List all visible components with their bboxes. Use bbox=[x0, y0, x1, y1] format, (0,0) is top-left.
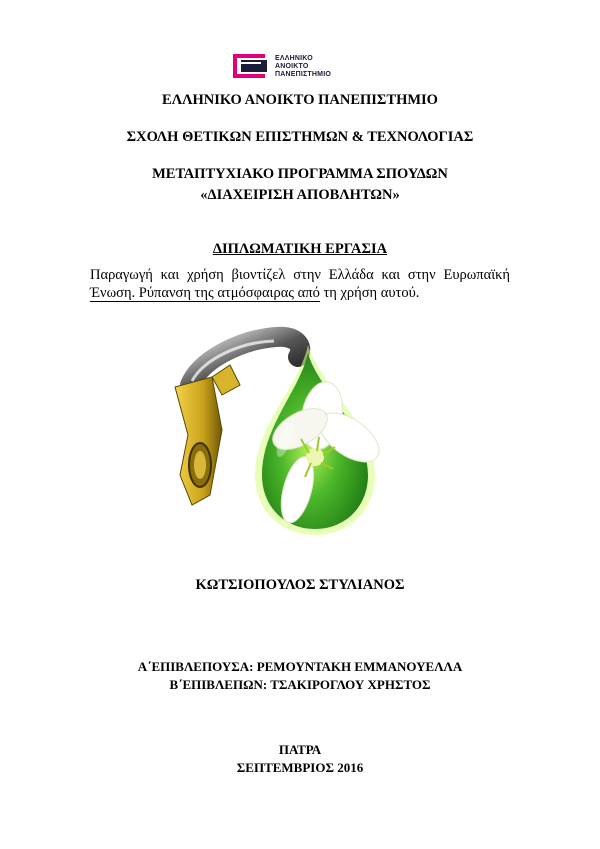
school-title: ΣΧΟΛΗ ΘΕΤΙΚΩΝ ΕΠΙΣΤΗΜΩΝ & ΤΕΧΝΟΛΟΓΙΑΣ bbox=[126, 129, 474, 145]
biodiesel-fuel-nozzle-drop-flower-icon bbox=[170, 325, 410, 540]
program-title: ΜΕΤΑΠΤΥΧΙΑΚΟ ΠΡΟΓΡΑΜΜΑ ΣΠΟΥΔΩΝ bbox=[152, 166, 448, 182]
document-type-heading: ΔΙΠΛΩΜΑΤΙΚΗ ΕΡΓΑΣΙΑ bbox=[212, 241, 388, 257]
second-supervisor: Β΄ΕΠΙΒΛΕΠΩΝ: ΤΣΑΚΙΡΟΓΛΟΥ ΧΡΗΣΤΟΣ bbox=[169, 677, 431, 692]
author-name: ΚΩΤΣΙΟΠΟΥΛΟΣ ΣΤΥΛΙΑΝΟΣ bbox=[195, 577, 405, 593]
subject-part-3: τη χρήση αυτού. bbox=[323, 285, 420, 301]
thesis-subject bbox=[90, 266, 510, 302]
date: ΣΕΠΤΕΜΒΡΙΟΣ 2016 bbox=[236, 760, 364, 775]
cover-illustration bbox=[170, 325, 410, 540]
university-title: ΕΛΛΗΝΙΚΟ ΑΝΟΙΚΤΟ ΠΑΝΕΠΙΣΤΗΜΙΟ bbox=[162, 92, 438, 108]
first-supervisor: Α΄ΕΠΙΒΛΕΠΟΥΣΑ: ΡΕΜΟΥΝΤΑΚΗ ΕΜΜΑΝΟΥΕΛΛΑ bbox=[137, 659, 463, 674]
city: ΠΑΤΡΑ bbox=[278, 742, 322, 757]
subject-part-1: Παραγωγή και χρήση βιοντίζελ στην Ελλάδα και στην Ευρωπαϊκή bbox=[90, 267, 510, 283]
place-date-block bbox=[0, 741, 600, 777]
program-name: «ΔΙΑΧΕΙΡΙΣΗ ΑΠΟΒΛΗΤΩΝ» bbox=[200, 187, 400, 203]
logo-line-1: ΕΛΛΗΝΙΚΟ bbox=[275, 55, 313, 62]
university-logo bbox=[229, 52, 357, 84]
supervisors-block bbox=[0, 658, 600, 694]
logo-line-2: ΑΝΟΙΚΤΟ bbox=[275, 63, 309, 70]
logo-line-3: ΠΑΝΕΠΙΣΤΗΜΙΟ bbox=[275, 71, 331, 78]
university-logo-icon bbox=[229, 52, 273, 80]
subject-part-2: Ένωση. Ρύπανση της ατμόσφαιρας από bbox=[90, 285, 320, 301]
logo-text bbox=[275, 55, 331, 79]
